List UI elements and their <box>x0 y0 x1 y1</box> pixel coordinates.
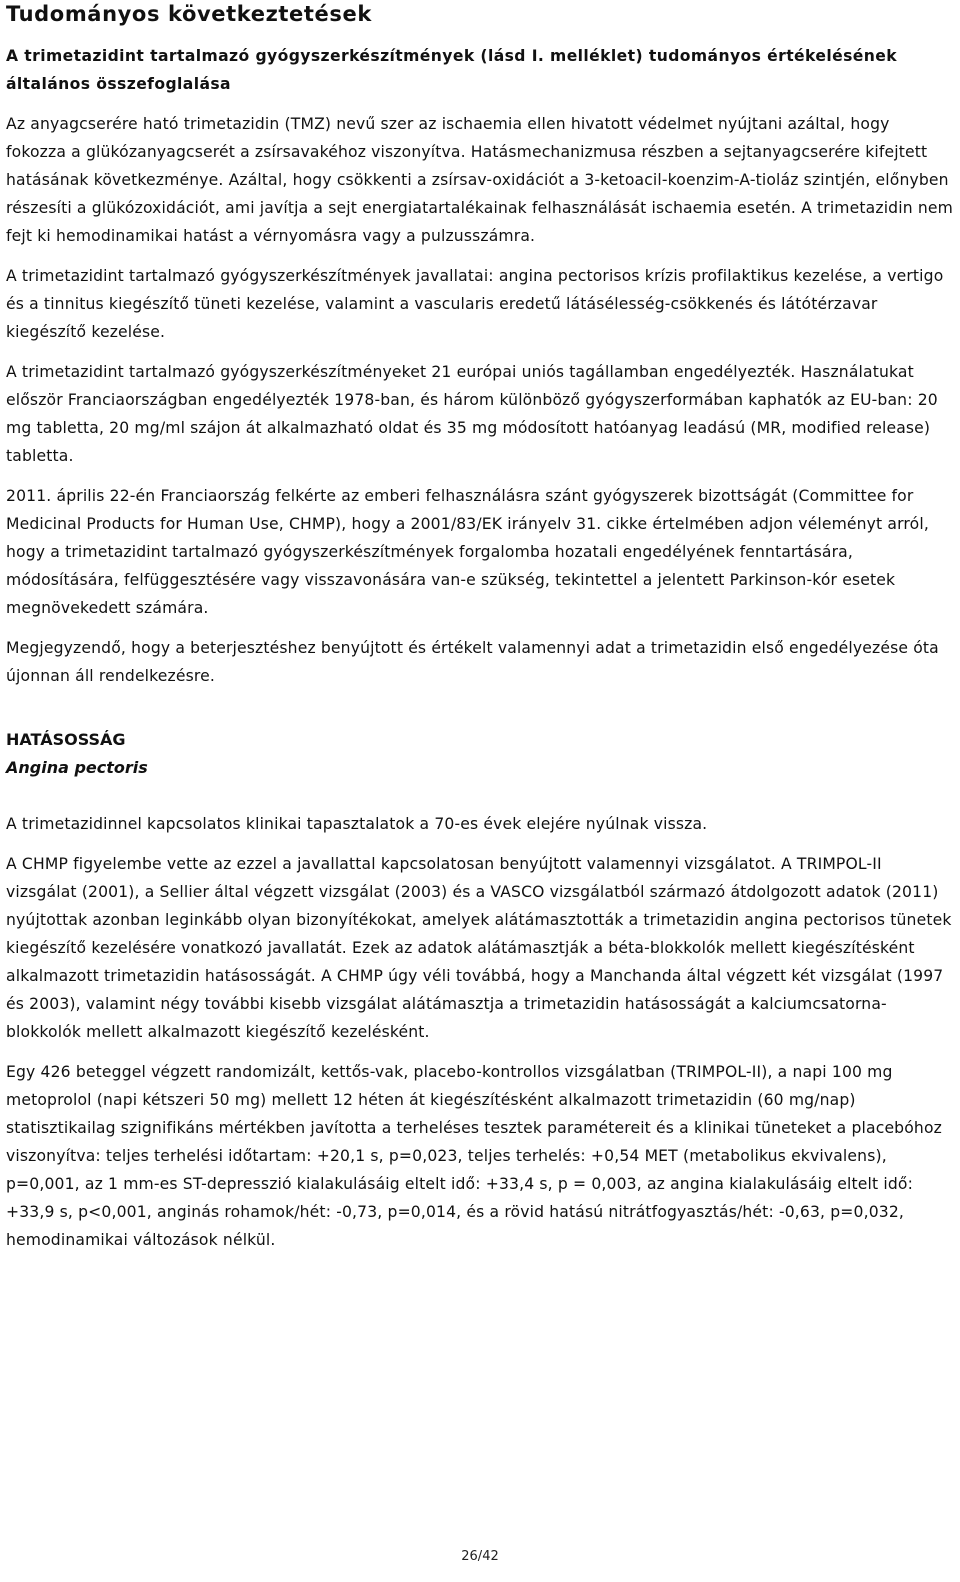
paragraph-authorisation: A trimetazidint tartalmazó gyógyszerkészítményeket 21 európai uniós tagállamban engedélyezték. Használatukat először Franciaországban engedélyezték 1978-ban, és három különböző gyógyszerformában kaphatók az EU-ban: 20 mg tabletta, 20 mg/ml szájon át alkalmazható oldat és 35 mg módosított hatóanyag leadású (MR, modified release) tabletta. <box>6 363 938 465</box>
paragraph-clinical-experience: A trimetazidinnel kapcsolatos klinikai tapasztalatok a 70-es évek elejére nyúlnak vissza. <box>6 815 708 833</box>
page-number: 26/42 <box>461 1549 499 1564</box>
efficacy-heading: HATÁSOSSÁG <box>6 730 126 749</box>
paragraph-referral: 2011. április 22-én Franciaország felkérte az emberi felhasználásra szánt gyógyszerek bizottságát (Committee for Medicinal Products for Human Use, CHMP), hogy a 2001/83/EK irányelv 31. cikke értelmében adjon véleményt arról, hogy a trimetazidint tartalmazó gyógyszerkészítmények forgalomba hozatali engedélyének fenntartására, módosítására, felfüggesztésére vagy visszavonására van-e szükség, tekintettel a jelentett Parkinson-kór esetek megnövekedett számára. <box>6 487 929 617</box>
section-subtitle: A trimetazidint tartalmazó gyógyszerkészítmények (lásd I. melléklet) tudományos értékelésének általános összefoglalása <box>6 47 897 93</box>
paragraph-indications: A trimetazidint tartalmazó gyógyszerkészítmények javallatai: angina pectorisos krízis profilaktikus kezelése, a vertigo és a tinnitus kiegészítő tüneti kezelése, valamint a vascularis eredetű látásélesség-csökkenés és látótérzavar kiegészítő kezelése. <box>6 267 944 341</box>
document-page <box>6 0 954 1254</box>
paragraph-mechanism: Az anyagcserére ható trimetazidin (TMZ) nevű szer az ischaemia ellen hivatott védelmet nyújtani azáltal, hogy fokozza a glükózanyagcserét a zsírsavakéhoz viszonyítva. Hatásmechanizmusa részben a sejtanyagcserére kifejtett hatásának következménye. Azáltal, hogy csökkenti a zsírsav-oxidációt a 3-ketoacil-koenzim-A-tioláz szintjén, előnyben részesíti a glükózoxidációt, ami javítja a sejt energiatartalékainak felhasználását ischaemia esetén. A trimetazidin nem fejt ki hemodinamikai hatást a vérnyomásra vagy a pulzusszámra. <box>6 115 953 245</box>
paragraph-chmp-studies: A CHMP figyelembe vette az ezzel a javallattal kapcsolatosan benyújtott valamennyi vizsgálatot. A TRIMPOL-II vizsgálat (2001), a Sellier által végzett vizsgálat (2003) és a VASCO vizsgálatból származó átdolgozott adatok (2011) nyújtottak azonban leginkább olyan bizonyítékokat, amelyek alátámasztották a trimetazidin angina pectorisos tünetek kiegészítő kezelésére vonatkozó javallatát. Ezek az adatok alátámasztják a béta-blokkolók mellett kiegészítésként alkalmazott trimetazidin hatásosságát. A CHMP úgy véli továbbá, hogy a Manchanda által végzett két vizsgálat (1997 és 2003), valamint négy további kisebb vizsgálat alátámasztja a trimetazidin hatásosságát a kalciumcsatorna-blokkolók mellett alkalmazott kiegészítő kezelésként. <box>6 855 952 1041</box>
paragraph-note: Megjegyzendő, hogy a beterjesztéshez benyújtott és értékelt valamennyi adat a trimetazidin első engedélyezése óta újonnan áll rendelkezésre. <box>6 639 939 685</box>
angina-pectoris-subheading: Angina pectoris <box>6 758 148 777</box>
paragraph-trimpol-results: Egy 426 beteggel végzett randomizált, kettős-vak, placebo-kontrollos vizsgálatban (TRIMPOL-II), a napi 100 mg metoprolol (napi kétszeri 50 mg) mellett 12 héten át kiegészítésként alkalmazott trimetazidin (60 mg/nap) statisztikailag szignifikáns mértékben javította a terheléses tesztek paramétereit és a klinikai tüneteket a placebóhoz viszonyítva: teljes terhelési időtartam: +20,1 s, p=0,023, teljes terhelés: +0,54 MET (metabolikus ekvivalens), p=0,001, az 1 mm-es ST-depresszió kialakulásáig eltelt idő: +33,4 s, p = 0,003, az angina kialakulásáig eltelt idő: +33,9 s, p<0,001, anginás rohamok/hét: -0,73, p=0,014, és a rövid hatású nitrátfogyasztás/hét: -0,63, p=0,032, hemodinamikai változások nélkül. <box>6 1063 942 1249</box>
document-title: Tudományos következtetések <box>6 2 372 26</box>
